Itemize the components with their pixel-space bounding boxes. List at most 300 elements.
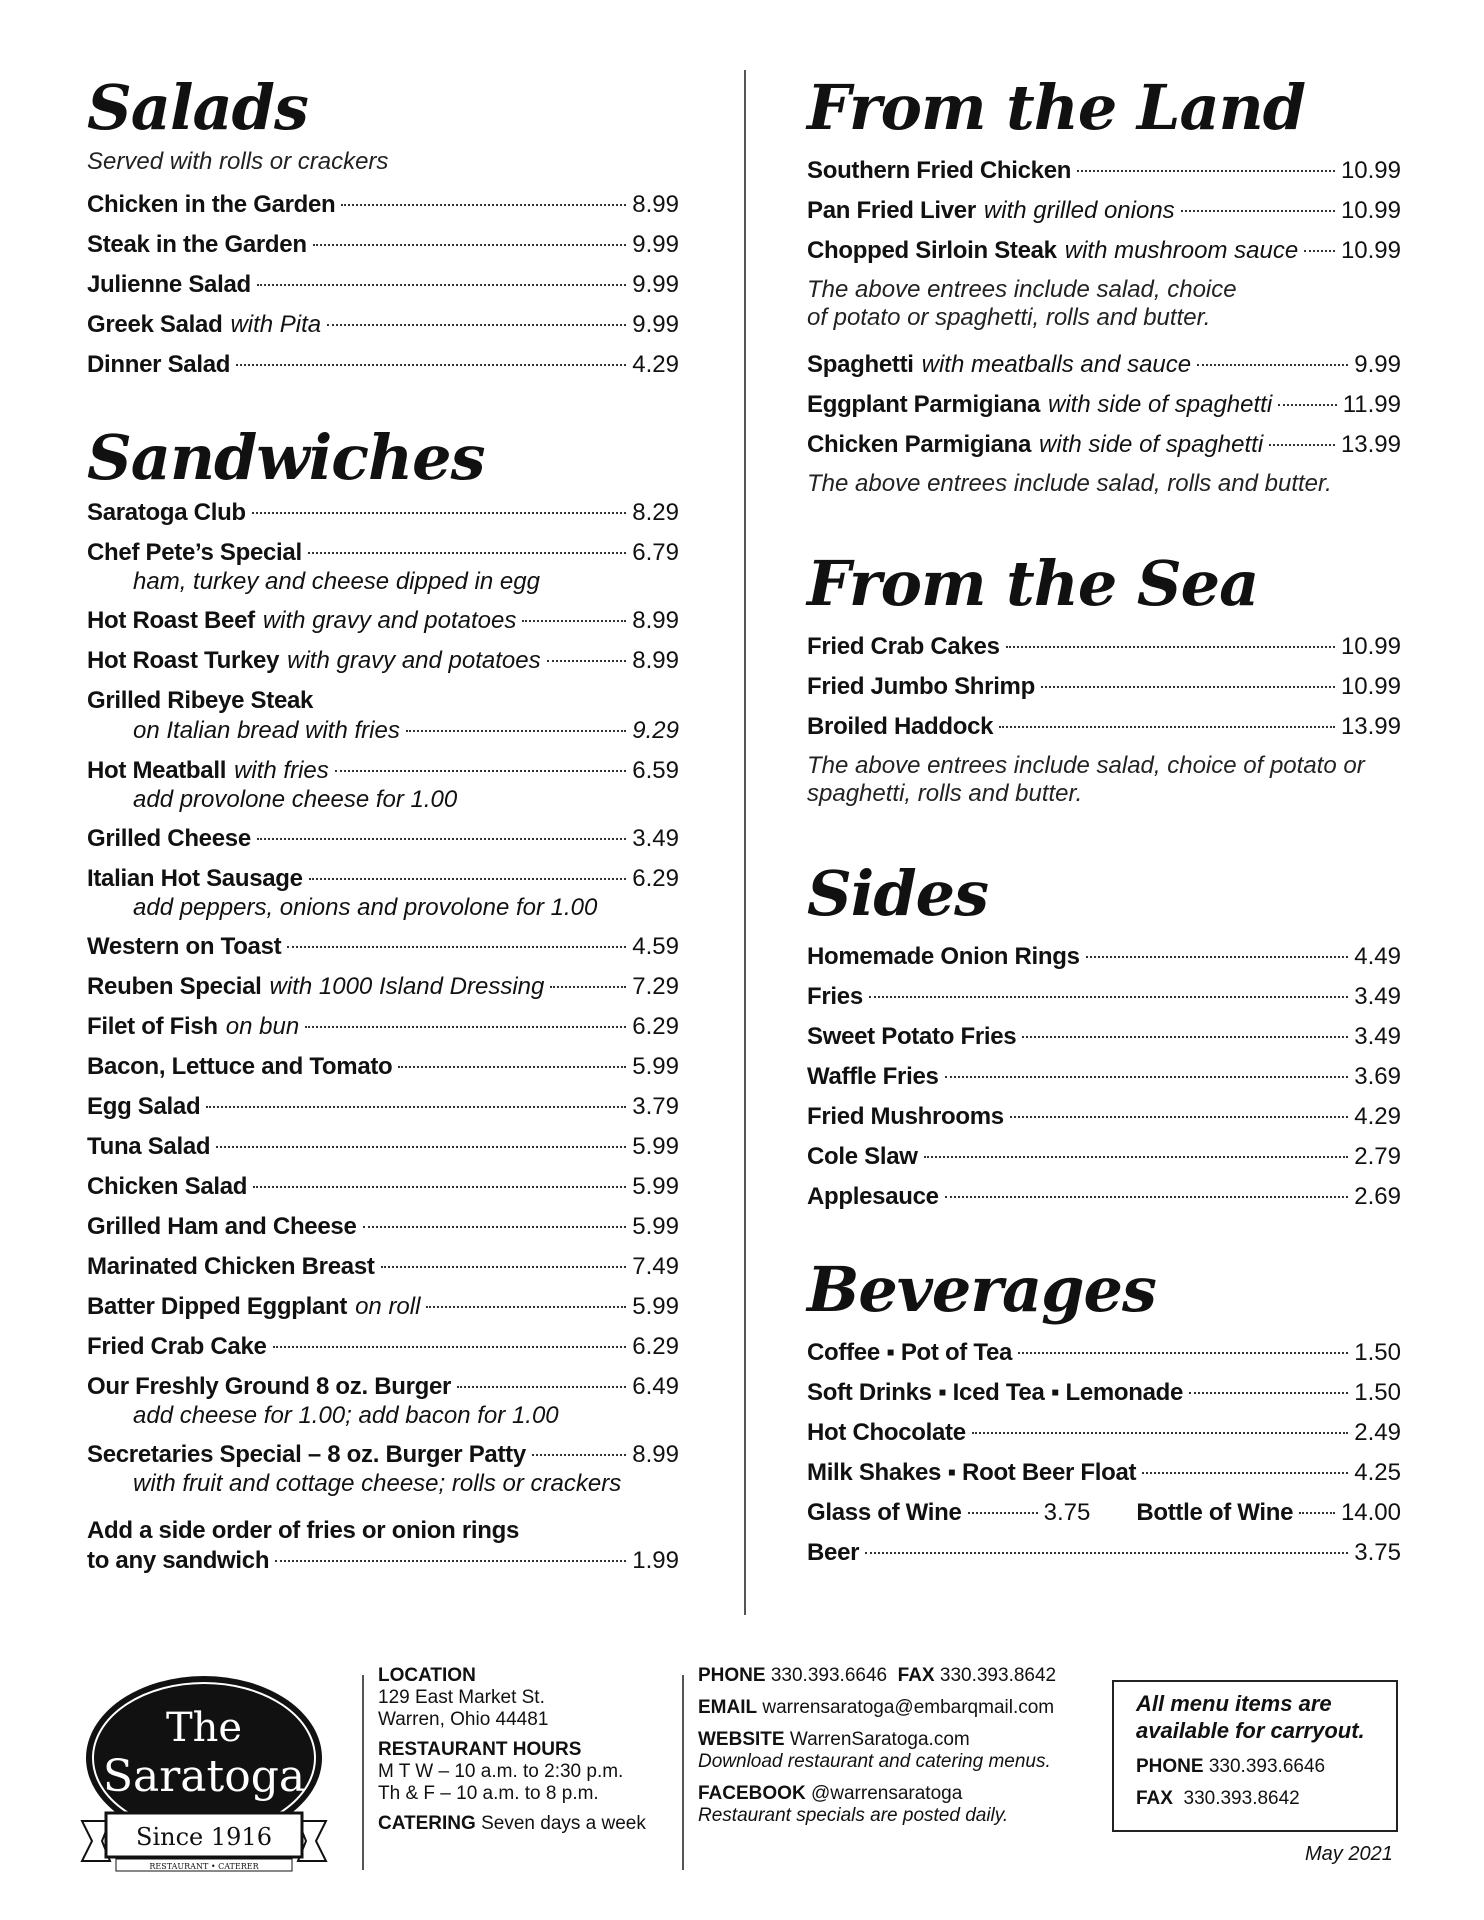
- logo-the: The: [165, 1705, 243, 1751]
- menu-item-row: [87, 1052, 679, 1082]
- menu-item: [807, 942, 1401, 972]
- item-name: Grilled Ham and Cheese: [87, 1213, 357, 1240]
- item-name: Italian Hot Sausage: [87, 865, 303, 892]
- land-note2: The above entrees include salad, rolls and butter.: [807, 470, 1332, 497]
- phone-value[interactable]: 330.393.6646: [770, 1665, 888, 1686]
- sides-title: Sides: [807, 857, 989, 930]
- item-name: Hot Meatball: [87, 757, 227, 784]
- dot-leader: [1269, 444, 1335, 446]
- item-description: with gravy and potatoes: [287, 647, 541, 674]
- item-price: 2.49: [1354, 1419, 1401, 1446]
- menu-item-row: [807, 1458, 1401, 1488]
- item-name: Tuna Salad: [87, 1133, 211, 1160]
- menu-item-row: [87, 686, 679, 716]
- side-order-item: [87, 1516, 679, 1576]
- menu-item-row: [807, 672, 1401, 702]
- item-name: Reuben Special: [87, 973, 262, 1000]
- menu-item-row: [807, 1182, 1401, 1212]
- item-name: Bacon, Lettuce and Tomato: [87, 1053, 393, 1080]
- dot-leader: [945, 1076, 1349, 1078]
- menu-item-row: [87, 1172, 679, 1202]
- item-price: 8.29: [632, 499, 679, 526]
- footer: [0, 1665, 1484, 1905]
- menu-item: [807, 1378, 1401, 1408]
- sea-note: The above entrees include salad, choice of potato or spaghetti, rolls and butter.: [807, 752, 1365, 807]
- item-price: 9.99: [1354, 351, 1401, 378]
- item-description: with side of spaghetti: [1048, 391, 1273, 418]
- sandwiches-list: [87, 498, 679, 1498]
- dot-leader: [273, 1346, 627, 1348]
- menu-item-row: [807, 196, 1401, 226]
- item-price: 13.99: [1340, 713, 1401, 740]
- menu-item-row: [87, 1212, 679, 1242]
- dot-leader: [335, 770, 627, 772]
- menu-item: [87, 310, 679, 340]
- land-note1: The above entrees include salad, choice of potato or spaghetti, rolls and butter.: [807, 276, 1237, 331]
- menu-item: [87, 756, 679, 814]
- item-price: 11.99: [1342, 391, 1401, 418]
- facebook-label: FACEBOOK: [698, 1783, 806, 1804]
- menu-item-row: [807, 390, 1401, 420]
- menu-item: [807, 430, 1401, 460]
- menu-item: [87, 1052, 679, 1082]
- menu-item-row: [87, 756, 679, 786]
- menu-item-row: [807, 156, 1401, 186]
- dot-leader: [1197, 364, 1348, 366]
- location-label: LOCATION: [378, 1665, 476, 1686]
- facebook-note: Restaurant specials are posted daily.: [698, 1805, 1009, 1826]
- item-price: 8.99: [632, 191, 679, 218]
- item-price: 10.99: [1340, 197, 1401, 224]
- item-price: 10.99: [1340, 633, 1401, 660]
- item-price: 6.29: [632, 865, 679, 892]
- dot-leader: [206, 1106, 626, 1108]
- menu-item: [807, 236, 1401, 266]
- item-name: Applesauce: [807, 1183, 939, 1210]
- menu-item: [87, 864, 679, 922]
- menu-item: [87, 1132, 679, 1162]
- item-name: Hot Chocolate: [807, 1419, 966, 1446]
- menu-item: [807, 156, 1401, 186]
- carry-phone-value[interactable]: 330.393.6646: [1208, 1756, 1326, 1777]
- menu-item: [87, 1332, 679, 1362]
- menu-item: [87, 1440, 679, 1498]
- dot-leader: [363, 1226, 627, 1228]
- carry-fax-value: 330.393.8642: [1183, 1788, 1300, 1809]
- item-description: with gravy and potatoes: [262, 607, 517, 634]
- menu-item: [87, 230, 679, 260]
- dot-leader: [406, 730, 626, 732]
- phone-label: PHONE: [698, 1665, 766, 1686]
- beer-name: Beer: [807, 1539, 860, 1566]
- dot-leader: [341, 204, 626, 206]
- menu-item-row: [87, 498, 679, 528]
- item-description: with Pita: [230, 311, 322, 338]
- email-label: EMAIL: [698, 1697, 758, 1718]
- menu-item: [87, 1012, 679, 1042]
- menu-item: [87, 350, 679, 380]
- logo-saratoga: Saratoga: [102, 1751, 306, 1802]
- item-price: 7.49: [632, 1253, 679, 1280]
- item-price: 6.59: [632, 757, 679, 784]
- item-price: 13.99: [1340, 431, 1401, 458]
- menu-item: [87, 538, 679, 596]
- item-name: Grilled Ribeye Steak: [87, 687, 314, 714]
- menu-item-row: [87, 1332, 679, 1362]
- item-name: Waffle Fries: [807, 1063, 939, 1090]
- item-price: 5.99: [632, 1293, 679, 1320]
- side-order-line2: to any sandwich: [87, 1547, 270, 1574]
- menu-item-row: [807, 1022, 1401, 1052]
- item-name: Sweet Potato Fries: [807, 1023, 1017, 1050]
- catering-label: CATERING: [378, 1813, 476, 1834]
- beverages-title: Beverages: [807, 1253, 1156, 1326]
- dot-leader: [522, 620, 626, 622]
- sea-list: [807, 632, 1401, 742]
- item-price: 4.59: [632, 933, 679, 960]
- menu-item: [807, 350, 1401, 380]
- dot-leader: [1304, 250, 1335, 252]
- item-price: 8.99: [632, 1441, 679, 1468]
- menu-item: [87, 646, 679, 676]
- menu-item-row: [87, 1372, 679, 1402]
- menu-item-row: [87, 824, 679, 854]
- menu-item-row: [87, 972, 679, 1002]
- dot-leader: [1278, 404, 1337, 406]
- item-price: 5.99: [632, 1213, 679, 1240]
- item-description: with meatballs and sauce: [921, 351, 1192, 378]
- menu-item: [87, 1252, 679, 1282]
- item-price: 5.99: [632, 1053, 679, 1080]
- menu-item-row: [807, 1378, 1401, 1408]
- item-detail: on Italian bread with fries: [133, 717, 400, 744]
- item-price: 10.99: [1340, 673, 1401, 700]
- glass-wine-name: Glass of Wine: [807, 1499, 962, 1526]
- item-name: Grilled Cheese: [87, 825, 251, 852]
- item-price: 9.99: [632, 271, 679, 298]
- menu-item-row: [87, 1092, 679, 1122]
- menu-item-row: [807, 430, 1401, 460]
- left-column: [87, 72, 679, 1586]
- menu-item-row: [807, 1338, 1401, 1368]
- item-name: Southern Fried Chicken: [807, 157, 1072, 184]
- item-price: 2.69: [1354, 1183, 1401, 1210]
- menu-item: [807, 712, 1401, 742]
- carry-phone-label: PHONE: [1136, 1756, 1204, 1777]
- carry-fax-label: FAX: [1136, 1788, 1173, 1809]
- dot-leader: [1181, 210, 1335, 212]
- menu-item-row: [87, 190, 679, 220]
- dot-leader: [216, 1146, 626, 1148]
- menu-item-row: [87, 538, 679, 568]
- menu-item: [807, 672, 1401, 702]
- item-name: Chef Pete’s Special: [87, 539, 302, 566]
- website-link[interactable]: WarrenSaratoga.com: [789, 1729, 970, 1750]
- menu-item: [87, 972, 679, 1002]
- menu-item-row: [87, 230, 679, 260]
- dot-leader: [309, 878, 627, 880]
- item-name: Fries: [807, 983, 863, 1010]
- item-name: Milk Shakes ▪ Root Beer Float: [807, 1459, 1137, 1486]
- menu-item: [807, 1022, 1401, 1052]
- footer-divider-1: [362, 1675, 364, 1870]
- dot-leader: [257, 838, 626, 840]
- dot-leader: [313, 244, 627, 246]
- item-price: 4.29: [632, 351, 679, 378]
- item-price: 6.29: [632, 1013, 679, 1040]
- dot-leader: [999, 726, 1335, 728]
- address-line-1: 129 East Market St.: [378, 1687, 545, 1708]
- item-description: with grilled onions: [983, 197, 1175, 224]
- item-price: 6.49: [632, 1373, 679, 1400]
- dot-leader: [1006, 646, 1335, 648]
- item-description: with 1000 Island Dressing: [269, 973, 545, 1000]
- glass-wine-price: 3.75: [1043, 1499, 1091, 1526]
- item-name: Cole Slaw: [807, 1143, 918, 1170]
- dot-leader: [972, 1432, 1349, 1434]
- item-price: 5.99: [632, 1173, 679, 1200]
- item-price: 3.79: [632, 1093, 679, 1120]
- menu-item: [807, 1062, 1401, 1092]
- dot-leader: [1010, 1116, 1348, 1118]
- footer-divider-2: [682, 1675, 684, 1870]
- menu-item: [807, 1458, 1401, 1488]
- dot-leader: [550, 986, 626, 988]
- item-price: 9.99: [632, 231, 679, 258]
- menu-item: [87, 190, 679, 220]
- menu-item: [807, 1182, 1401, 1212]
- dot-leader: [869, 996, 1348, 998]
- item-name: Batter Dipped Eggplant: [87, 1293, 348, 1320]
- item-name: Chopped Sirloin Steak: [807, 237, 1057, 264]
- menu-item: [87, 1092, 679, 1122]
- item-price: 4.49: [1354, 943, 1401, 970]
- item-price: 4.29: [1354, 1103, 1401, 1130]
- menu-item: [807, 196, 1401, 226]
- menu-item: [807, 1102, 1401, 1132]
- dot-leader: [236, 364, 626, 366]
- menu-item-row: [87, 1440, 679, 1470]
- item-description: on roll: [355, 1293, 421, 1320]
- item-name: Secretaries Special – 8 oz. Burger Patty: [87, 1441, 526, 1468]
- menu-item-row: [87, 932, 679, 962]
- menu-item-row: [807, 942, 1401, 972]
- wine-row: [807, 1498, 1401, 1528]
- dot-leader: [305, 1026, 626, 1028]
- salads-title: Salads: [87, 71, 308, 144]
- item-name: Chicken Parmigiana: [807, 431, 1032, 458]
- menu-item-row: [807, 1062, 1401, 1092]
- right-column: [807, 72, 1401, 1578]
- dot-leader: [1022, 1036, 1348, 1038]
- beer-price: 3.75: [1354, 1539, 1401, 1566]
- item-price: 2.79: [1354, 1143, 1401, 1170]
- item-name: Julienne Salad: [87, 271, 251, 298]
- menu-item: [87, 1172, 679, 1202]
- dot-leader: [253, 1186, 626, 1188]
- item-price: 6.29: [632, 1333, 679, 1360]
- menu-item-row: [807, 1102, 1401, 1132]
- side-order-line1: Add a side order of fries or onion rings: [87, 1517, 520, 1544]
- dot-leader: [924, 1156, 1349, 1158]
- menu-item: [87, 1292, 679, 1322]
- item-name: Greek Salad: [87, 311, 223, 338]
- item-description: with side of spaghetti: [1039, 431, 1264, 458]
- bottle-wine-name: Bottle of Wine: [1136, 1499, 1294, 1526]
- email-link[interactable]: warrensaratoga@embarqmail.com: [762, 1697, 1055, 1718]
- item-name: Fried Jumbo Shrimp: [807, 673, 1035, 700]
- menu-item-row: [807, 982, 1401, 1012]
- item-name: Pan Fried Liver: [807, 197, 976, 224]
- menu-item-row: [87, 1252, 679, 1282]
- dot-leader: [308, 552, 626, 554]
- item-detail: with fruit and cottage cheese; rolls or crackers: [133, 1470, 622, 1497]
- bottle-wine-price: 14.00: [1340, 1499, 1401, 1526]
- item-detail: add cheese for 1.00; add bacon for 1.00: [133, 1402, 559, 1429]
- facebook-link[interactable]: @warrensaratoga: [810, 1783, 963, 1804]
- saratoga-logo: [80, 1673, 328, 1873]
- item-price: 3.69: [1354, 1063, 1401, 1090]
- land-group2: [807, 350, 1401, 460]
- dot-leader: [257, 284, 626, 286]
- carryout-box: [1112, 1680, 1398, 1832]
- menu-item-row: [87, 864, 679, 894]
- dot-leader: [1018, 1352, 1348, 1354]
- item-price: 3.49: [632, 825, 679, 852]
- dot-leader: [945, 1196, 1349, 1198]
- item-name: Our Freshly Ground 8 oz. Burger: [87, 1373, 452, 1400]
- menu-item: [87, 606, 679, 636]
- dot-leader: [398, 1066, 626, 1068]
- item-price: 1.50: [1354, 1379, 1401, 1406]
- side-order-price: 1.99: [632, 1547, 679, 1574]
- menu-item-row: [87, 606, 679, 636]
- item-name: Dinner Salad: [87, 351, 231, 378]
- item-price: 6.79: [632, 539, 679, 566]
- item-name: Fried Crab Cake: [87, 1333, 267, 1360]
- catering-value: Seven days a week: [481, 1813, 646, 1834]
- item-price: 3.49: [1354, 1023, 1401, 1050]
- dot-leader: [381, 1266, 627, 1268]
- menu-item-row: [87, 646, 679, 676]
- menu-item: [87, 498, 679, 528]
- item-name: Soft Drinks ▪ Iced Tea ▪ Lemonade: [807, 1379, 1184, 1406]
- menu-item-row: [807, 632, 1401, 662]
- dot-leader: [327, 324, 626, 326]
- item-name: Egg Salad: [87, 1093, 201, 1120]
- item-detail-row: [87, 716, 679, 746]
- menu-item-row: [87, 350, 679, 380]
- item-name: Hot Roast Turkey: [87, 647, 280, 674]
- menu-item-row: [807, 1418, 1401, 1448]
- dot-leader: [1041, 686, 1335, 688]
- menu-item-row: [87, 1132, 679, 1162]
- menu-date: May 2021: [1305, 1843, 1393, 1865]
- item-name: Filet of Fish: [87, 1013, 218, 1040]
- item-price: 9.29: [632, 717, 679, 744]
- item-detail: ham, turkey and cheese dipped in egg: [133, 568, 540, 595]
- item-name: Hot Roast Beef: [87, 607, 255, 634]
- item-name: Fried Crab Cakes: [807, 633, 1000, 660]
- menu-item: [807, 390, 1401, 420]
- item-detail: add provolone cheese for 1.00: [133, 786, 458, 813]
- menu-item: [87, 1372, 679, 1430]
- item-price: 9.99: [632, 311, 679, 338]
- item-detail: add peppers, onions and provolone for 1.00: [133, 894, 598, 921]
- item-description: with mushroom sauce: [1064, 237, 1299, 264]
- menu-item: [87, 932, 679, 962]
- item-description: on bun: [225, 1013, 300, 1040]
- hours-line-2: Th & F – 10 a.m. to 8 p.m.: [378, 1783, 599, 1804]
- item-price: 3.49: [1354, 983, 1401, 1010]
- item-price: 8.99: [632, 647, 679, 674]
- menu-item-row: [87, 270, 679, 300]
- menu-item: [807, 1338, 1401, 1368]
- menu-item: [807, 1142, 1401, 1172]
- item-description: with fries: [234, 757, 329, 784]
- item-name: Western on Toast: [87, 933, 282, 960]
- logo-since: Since 1916: [136, 1823, 272, 1851]
- sides-list: [807, 942, 1401, 1212]
- salads-note: Served with rolls or crackers: [87, 148, 389, 175]
- item-price: 8.99: [632, 607, 679, 634]
- item-name: Fried Mushrooms: [807, 1103, 1004, 1130]
- menu-item-row: [87, 1012, 679, 1042]
- dot-leader: [1086, 956, 1349, 958]
- dot-leader: [1142, 1472, 1348, 1474]
- item-price: 10.99: [1340, 157, 1401, 184]
- menu-item-row: [87, 310, 679, 340]
- dot-leader: [252, 512, 626, 514]
- item-name: Spaghetti: [807, 351, 914, 378]
- item-name: Eggplant Parmigiana: [807, 391, 1041, 418]
- item-price: 10.99: [1340, 237, 1401, 264]
- dot-leader: [1189, 1392, 1348, 1394]
- menu-item: [87, 270, 679, 300]
- item-price: 5.99: [632, 1133, 679, 1160]
- item-name: Broiled Haddock: [807, 713, 994, 740]
- salads-list: [87, 190, 679, 380]
- menu-item: [807, 632, 1401, 662]
- dot-leader: [287, 946, 626, 948]
- website-note: Download restaurant and catering menus.: [698, 1751, 1051, 1772]
- fax-value: 330.393.8642: [939, 1665, 1057, 1686]
- land-group1: [807, 156, 1401, 266]
- item-name: Coffee ▪ Pot of Tea: [807, 1339, 1013, 1366]
- menu-item-row: [807, 1142, 1401, 1172]
- footer-contact: [698, 1665, 1056, 1827]
- menu-item: [87, 1212, 679, 1242]
- hours-line-1: M T W – 10 a.m. to 2:30 p.m.: [378, 1761, 624, 1782]
- dot-leader: [426, 1306, 626, 1308]
- menu-item-row: [807, 236, 1401, 266]
- website-label: WEBSITE: [698, 1729, 785, 1750]
- column-divider: [744, 70, 746, 1615]
- dot-leader: [547, 660, 627, 662]
- carryout-heading: All menu items are available for carryout.: [1136, 1691, 1365, 1743]
- item-name: Steak in the Garden: [87, 231, 307, 258]
- logo-tagline: RESTAURANT • CATERER: [149, 1862, 259, 1871]
- menu-item: [807, 1418, 1401, 1448]
- address-line-2: Warren, Ohio 44481: [378, 1709, 549, 1730]
- item-price: 7.29: [632, 973, 679, 1000]
- menu-item: [807, 982, 1401, 1012]
- sandwiches-title: Sandwiches: [87, 421, 485, 494]
- item-name: Homemade Onion Rings: [807, 943, 1080, 970]
- menu-item: [87, 686, 679, 746]
- hours-label: RESTAURANT HOURS: [378, 1739, 582, 1760]
- item-name: Chicken Salad: [87, 1173, 248, 1200]
